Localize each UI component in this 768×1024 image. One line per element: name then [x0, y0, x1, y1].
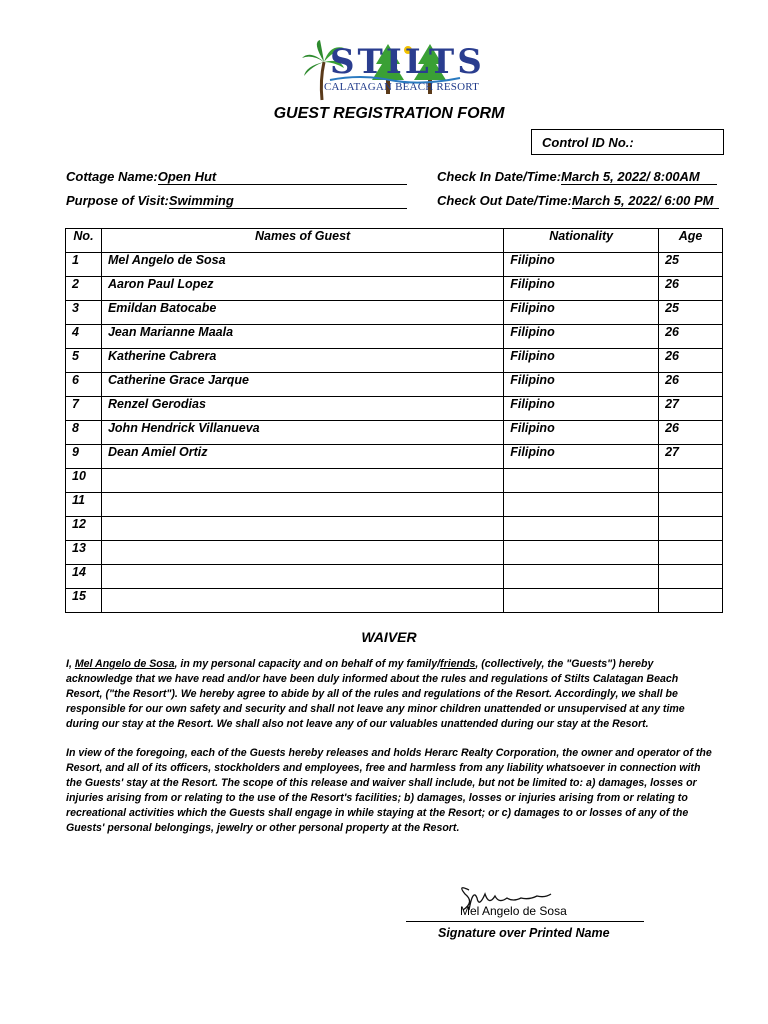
- waiver-mid: , in my personal capacity and on behalf of my family/: [174, 658, 441, 670]
- cell-no[interactable]: 4: [66, 325, 102, 349]
- table-row: [66, 301, 723, 325]
- table-row: [66, 469, 723, 493]
- waiver-rest: , (collectively, the "Guests") hereby acknowledge that we have read and/or have been duly informed about the rules and regulations of Stilts Calatagan Beach Resort, ("the Resort"). We hereby agree to abide by all of the rules and regulations of the Resort. Accordingly, we shall be responsible for our own safety and security and shall not leave any minor children unattended or unsupervised at any time during our stay at the Resort. We shall also not leave any of our valuables unattended during our stay at the Resort.: [66, 658, 685, 730]
- table-row: [66, 445, 723, 469]
- table-row: [66, 541, 723, 565]
- cell-name[interactable]: Catherine Grace Jarque: [101, 373, 503, 397]
- logo-brand: STILTS: [330, 42, 485, 82]
- cell-age[interactable]: 26: [659, 373, 723, 397]
- checkin-label: Check In Date/Time:: [437, 169, 562, 184]
- cell-age[interactable]: [659, 565, 723, 589]
- cell-nationality[interactable]: Filipino: [504, 349, 659, 373]
- cell-no[interactable]: 1: [66, 253, 102, 277]
- cell-age[interactable]: [659, 517, 723, 541]
- table-row: [66, 421, 723, 445]
- cell-name[interactable]: Emildan Batocabe: [101, 301, 503, 325]
- cell-age[interactable]: 26: [659, 421, 723, 445]
- cell-name[interactable]: Renzel Gerodias: [101, 397, 503, 421]
- cell-nationality[interactable]: Filipino: [504, 253, 659, 277]
- logo-subtitle: CALATAGAN BEACH RESORT: [324, 81, 480, 93]
- cell-nationality[interactable]: Filipino: [504, 445, 659, 469]
- table-row: [66, 493, 723, 517]
- cottage-label: Cottage Name:: [66, 169, 158, 184]
- cell-name[interactable]: Jean Marianne Maala: [101, 325, 503, 349]
- purpose-field: [66, 193, 407, 209]
- cell-nationality[interactable]: Filipino: [504, 301, 659, 325]
- checkout-label: Check Out Date/Time:: [437, 193, 572, 208]
- table-row: [66, 589, 723, 613]
- header-nationality: Nationality: [504, 229, 659, 253]
- cell-name[interactable]: [101, 541, 503, 565]
- cell-no[interactable]: 3: [66, 301, 102, 325]
- cell-age[interactable]: [659, 493, 723, 517]
- cell-no[interactable]: 12: [66, 517, 102, 541]
- cell-name[interactable]: [101, 589, 503, 613]
- purpose-value[interactable]: Swimming: [169, 193, 407, 209]
- guest-table: [65, 228, 723, 613]
- control-id-box[interactable]: [531, 129, 724, 155]
- cell-nationality[interactable]: [504, 541, 659, 565]
- cell-nationality[interactable]: Filipino: [504, 277, 659, 301]
- cell-nationality[interactable]: [504, 589, 659, 613]
- cell-nationality[interactable]: Filipino: [504, 373, 659, 397]
- checkin-field: [437, 169, 717, 185]
- form-title: GUEST REGISTRATION FORM: [273, 105, 505, 122]
- cell-no[interactable]: 15: [66, 589, 102, 613]
- cottage-value[interactable]: Open Hut: [158, 169, 407, 185]
- waiver-paragraph-1: [66, 657, 716, 732]
- table-row: [66, 325, 723, 349]
- table-row: [66, 253, 723, 277]
- header-names: Names of Guest: [101, 229, 503, 253]
- signature-caption: Signature over Printed Name: [438, 926, 610, 940]
- table-row: [66, 517, 723, 541]
- cell-name[interactable]: Aaron Paul Lopez: [101, 277, 503, 301]
- cell-nationality[interactable]: [504, 565, 659, 589]
- cell-no[interactable]: 14: [66, 565, 102, 589]
- cell-name[interactable]: Mel Angelo de Sosa: [101, 253, 503, 277]
- table-row: [66, 349, 723, 373]
- cell-no[interactable]: 11: [66, 493, 102, 517]
- table-header-row: [66, 229, 723, 253]
- cell-no[interactable]: 2: [66, 277, 102, 301]
- cell-name[interactable]: [101, 469, 503, 493]
- cell-name[interactable]: Katherine Cabrera: [101, 349, 503, 373]
- cell-no[interactable]: 7: [66, 397, 102, 421]
- cell-nationality[interactable]: [504, 517, 659, 541]
- waiver-guest-name: Mel Angelo de Sosa: [74, 658, 175, 670]
- waiver-prefix: I,: [66, 658, 75, 670]
- cell-age[interactable]: [659, 589, 723, 613]
- header-age: Age: [659, 229, 723, 253]
- header-no: No.: [66, 229, 102, 253]
- cell-name[interactable]: John Hendrick Villanueva: [101, 421, 503, 445]
- table-row: [66, 277, 723, 301]
- cell-age[interactable]: 26: [659, 325, 723, 349]
- cell-name[interactable]: Dean Amiel Ortiz: [101, 445, 503, 469]
- cell-age[interactable]: 27: [659, 445, 723, 469]
- signature-line: [406, 921, 644, 922]
- cell-nationality[interactable]: [504, 469, 659, 493]
- cell-no[interactable]: 6: [66, 373, 102, 397]
- resort-logo: [300, 40, 485, 102]
- waiver-title: WAIVER: [361, 629, 417, 645]
- table-row: [66, 373, 723, 397]
- cell-no[interactable]: 5: [66, 349, 102, 373]
- cell-age[interactable]: [659, 469, 723, 493]
- cell-no[interactable]: 10: [66, 469, 102, 493]
- waiver-paragraph-2: In view of the foregoing, each of the Guests hereby releases and holds Herarc Realty Corporation, the owner and operator of the Resort, and all of its officers, stockholders and employees, free and harmless from any liability whatsoever in connection with the Guests' stay at the Resort. The scope of this release and waiver shall include, but not be limited to: a) damages, losses or injuries arising from or relating to the use of the Resort's facilities; b) damages, losses or injuries arising from or relating to recreational activities which the Guests shall engage in while staying at the Resort; or c) damages to or losses of any of the Guests' personal belongings, jewelry or other personal property at the Resort.: [66, 747, 712, 834]
- checkout-value[interactable]: March 5, 2022/ 6:00 PM: [572, 193, 719, 209]
- cell-age[interactable]: 25: [659, 301, 723, 325]
- table-row: [66, 397, 723, 421]
- table-row: [66, 565, 723, 589]
- cell-no[interactable]: 13: [66, 541, 102, 565]
- cell-no[interactable]: 9: [66, 445, 102, 469]
- printed-name: Mel Angelo de Sosa: [460, 904, 567, 918]
- cell-nationality[interactable]: Filipino: [504, 397, 659, 421]
- waiver-text: [66, 657, 716, 851]
- cell-age[interactable]: 26: [659, 277, 723, 301]
- cell-no[interactable]: 8: [66, 421, 102, 445]
- checkout-field: [437, 193, 719, 209]
- cottage-field: [66, 169, 407, 185]
- purpose-label: Purpose of Visit:: [66, 193, 169, 208]
- cell-age[interactable]: 26: [659, 349, 723, 373]
- cell-nationality[interactable]: Filipino: [504, 325, 659, 349]
- waiver-friends: friends: [440, 658, 476, 670]
- cell-name[interactable]: [101, 493, 503, 517]
- cell-name[interactable]: [101, 517, 503, 541]
- cell-nationality[interactable]: Filipino: [504, 421, 659, 445]
- cell-age[interactable]: 27: [659, 397, 723, 421]
- cell-age[interactable]: [659, 541, 723, 565]
- cell-name[interactable]: [101, 565, 503, 589]
- cell-age[interactable]: 25: [659, 253, 723, 277]
- cell-nationality[interactable]: [504, 493, 659, 517]
- checkin-value[interactable]: March 5, 2022/ 8:00AM: [561, 169, 717, 185]
- control-id-label: Control ID No.:: [542, 135, 634, 150]
